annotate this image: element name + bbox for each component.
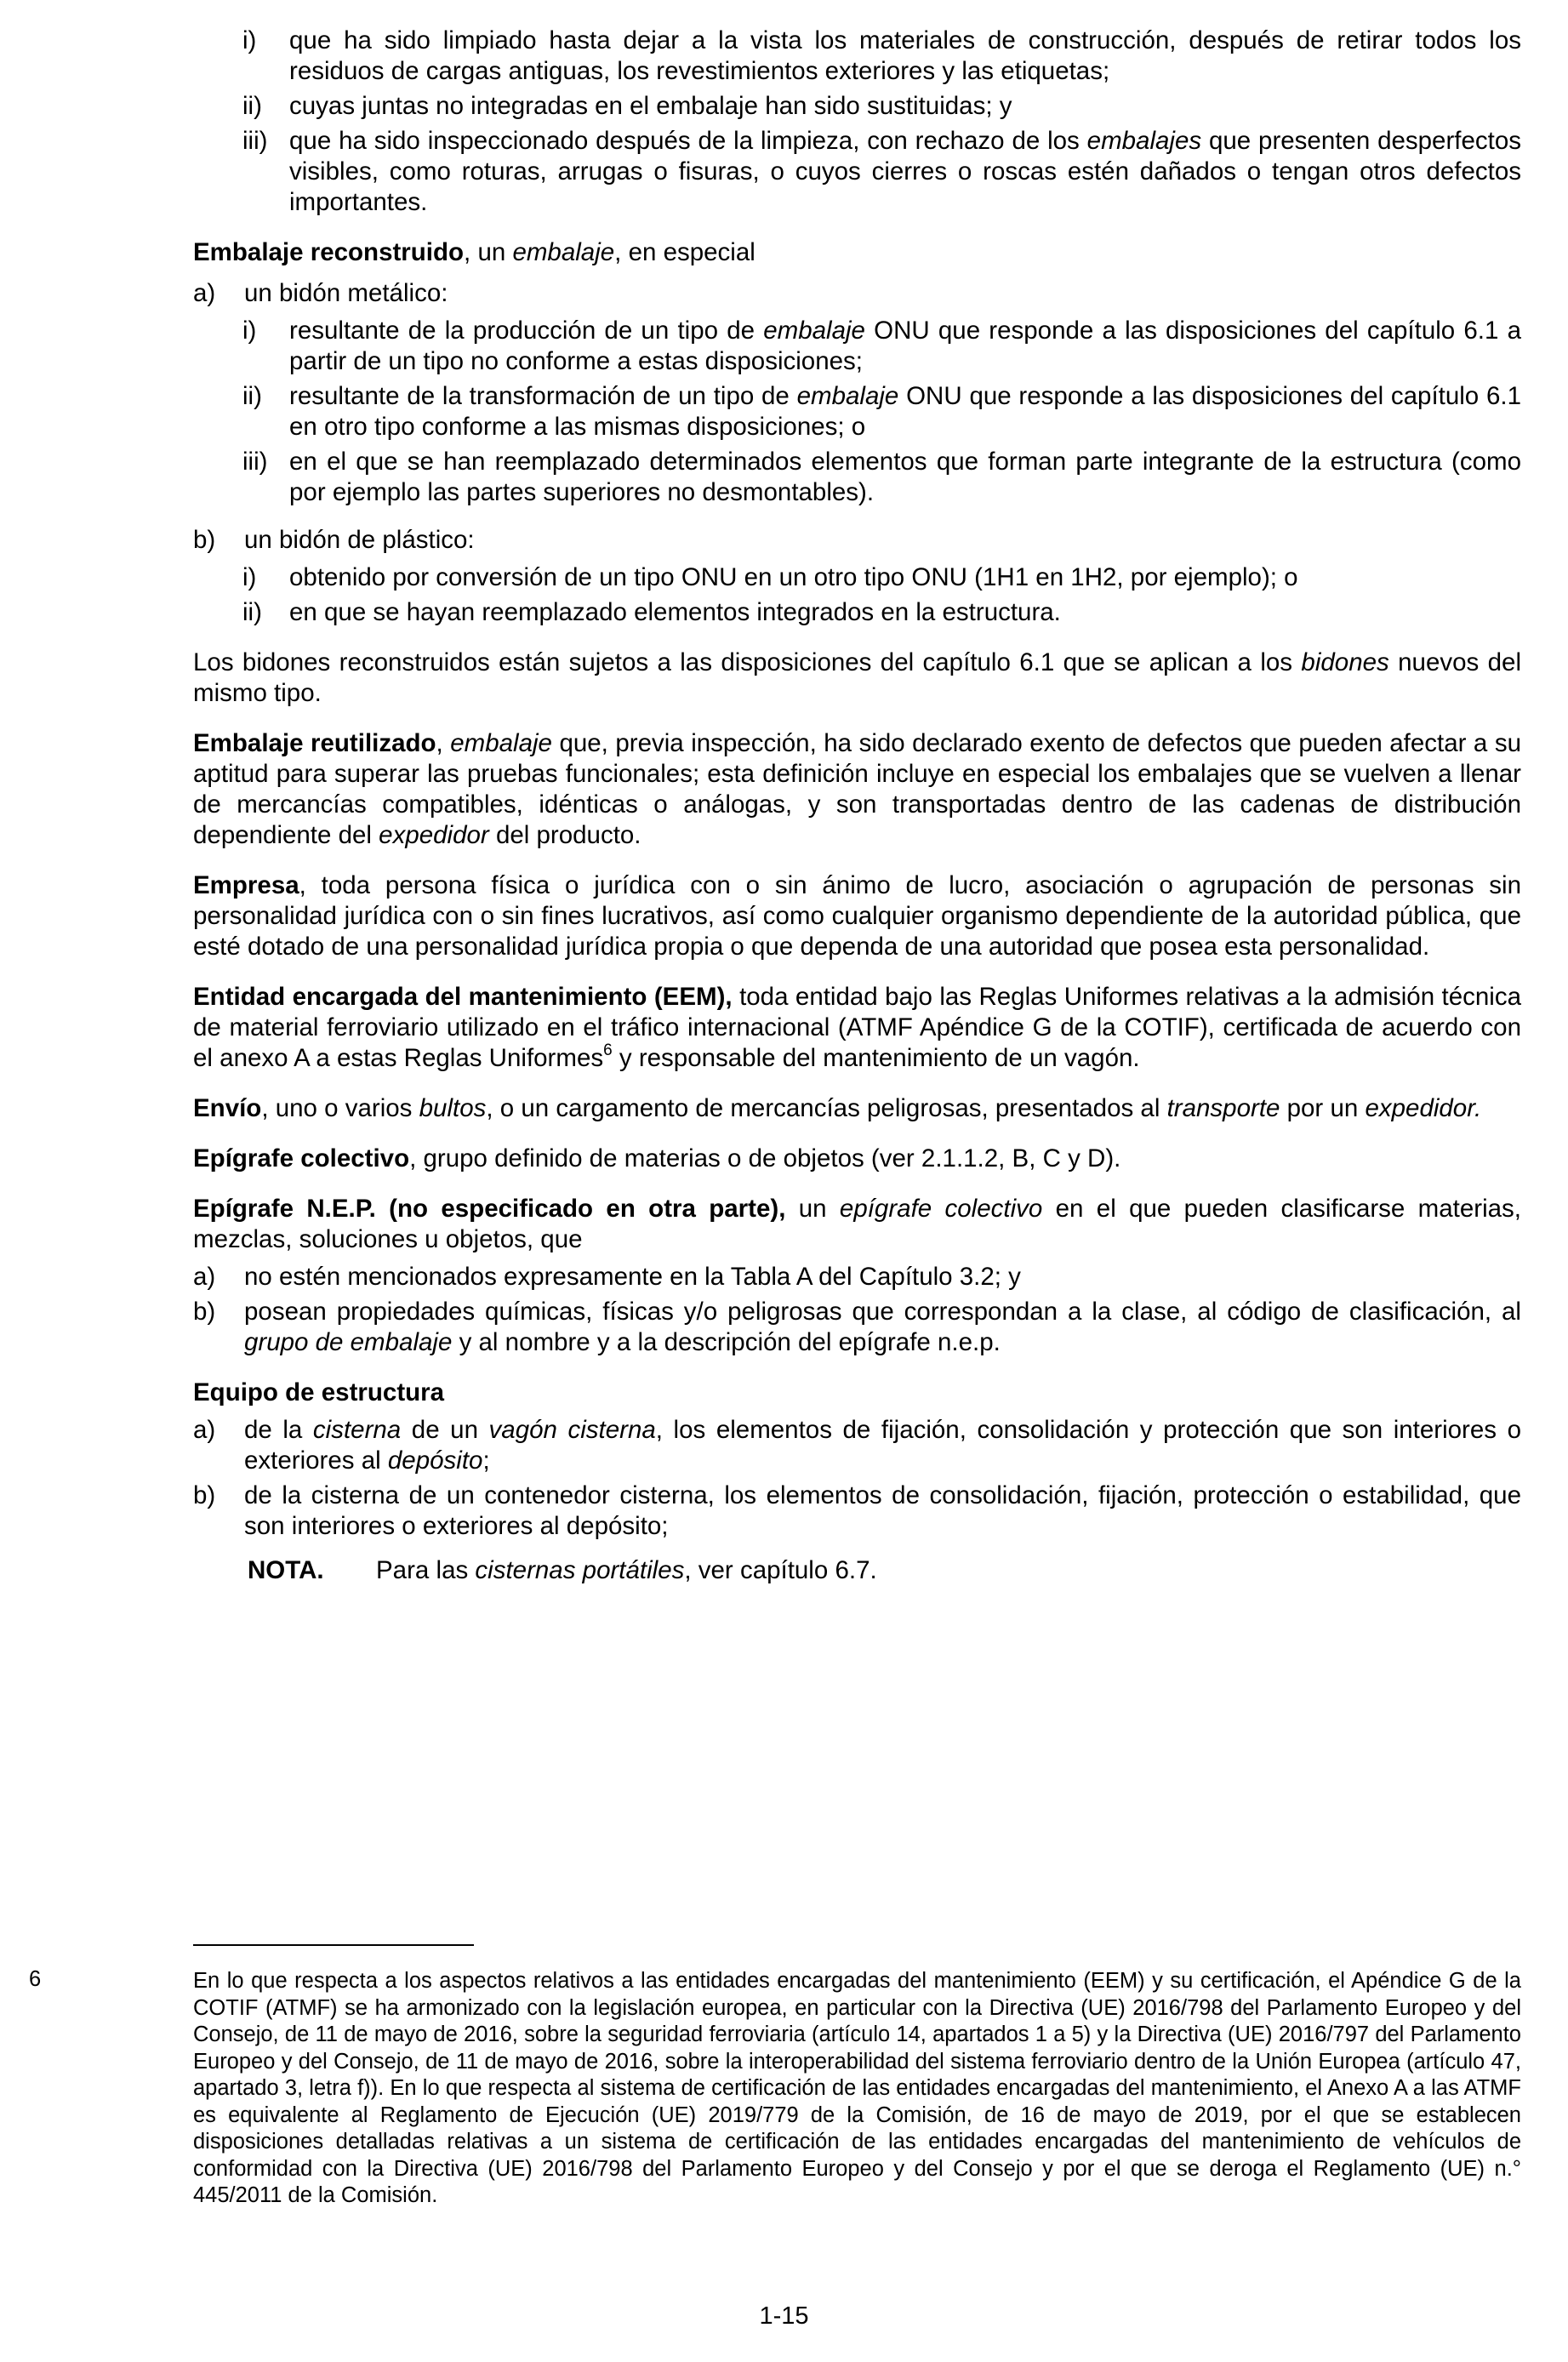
italic-term: embalaje [796,382,899,410]
list-marker: b) [193,1481,216,1509]
list-text: no estén mencionados expresamente en la Tabla A del Capítulo 3.2; y [244,1263,1021,1291]
text-run: que ha sido inspeccionado después de la limpieza, con rechazo de los [289,127,1087,155]
italic-term: depósito [387,1446,483,1475]
list-item [193,91,1521,122]
document-body [193,26,1521,1589]
list-marker: a) [193,279,216,307]
text-run: , [436,729,451,757]
list-item [193,562,1521,593]
text-run: ONU que responde a las disposiciones del capítulo 6.1 en otro tipo conforme a las mismas disposiciones; o [289,382,1521,441]
italic-term: grupo de embalaje [244,1328,453,1356]
defined-term: Embalaje reconstruido [193,238,465,266]
list-marker: ii) [242,382,262,410]
text-run: , los elementos de fijación, consolidación y protección que son interiores o exteriores al [244,1416,1522,1475]
definition-empresa [193,870,1521,962]
list-item [193,1262,1521,1292]
list-marker: b) [193,526,216,554]
list-item [193,278,1521,309]
list-item [193,26,1521,87]
list-text: un bidón metálico: [244,279,448,307]
italic-term: embalaje [512,238,615,266]
defined-term: Embalaje reutilizado [193,729,436,757]
italic-term: embalajes [1086,127,1202,155]
text-run: en el que pueden clasificarse materias, mezclas, soluciones u objetos, que [193,1195,1521,1253]
text-run: resultante de la producción de un tipo de [289,317,764,345]
italic-term: expedidor [379,821,489,849]
definition-equipo-de-estructura [193,1378,1521,1589]
italic-term: embalaje [763,317,865,345]
list-text [244,1416,1521,1475]
list-item [193,381,1521,442]
italic-term: bidones [1301,648,1389,676]
list-text [289,127,1521,216]
list-marker: b) [193,1298,216,1326]
list-text: cuyas juntas no integradas en el embalaje han sido sustituidas; y [289,92,1012,120]
list-item [193,316,1521,377]
text-run: , un [464,238,513,266]
text-run: ; [482,1446,490,1475]
text-run: Para las [376,1556,476,1584]
italic-term: embalaje [450,729,552,757]
text-run: toda entidad bajo las Reglas Uniformes relativas a la admisión técnica de material ferroviario utilizado en el tráfico internacional (ATMF Apéndice G de la COTIF), certificada de acuerdo con el anexo A a estas Reglas Uniformes [193,983,1522,1072]
defined-term: Equipo de estructura [193,1378,445,1406]
text-run: que, previa inspección, ha sido declarado exento de defectos que pueden afectar a su aptitud para superar las pruebas funcionales; esta definición incluye en especial los embalajes que se vuelven a llenar de mercancías compatibles, idénticas o análogas, y son transportadas dentro de las cadenas de distribución dependiente del [193,729,1521,849]
text-run: , o un cargamento de mercancías peligrosas, presentados al [486,1094,1167,1122]
list-item [193,1481,1521,1542]
italic-term: epígrafe colectivo [839,1195,1043,1223]
italic-term: vagón cisterna [488,1416,656,1444]
defined-term: Envío [193,1094,262,1122]
list-item [193,1297,1521,1358]
list-text: un bidón de plástico: [244,526,475,554]
note [193,1555,1521,1589]
defined-term: Entidad encargada del mantenimiento (EEM), [193,983,733,1011]
text-run: posean propiedades químicas, físicas y/o peligrosas que correspondan a la clase, al código de clasificación, al [244,1298,1521,1326]
list-marker: ii) [242,598,262,626]
text-run: un [785,1195,840,1223]
list-item [193,1415,1521,1476]
text-run: por un [1280,1094,1366,1122]
definition-paragraph [193,648,1521,709]
defined-term: Epígrafe N.E.P. (no especificado en otra parte), [193,1195,786,1223]
list-text: en el que se han reemplazado determinados elementos que forman parte integrante de la estructura (como por ejemplo las partes superiores no desmontables). [289,448,1521,506]
italic-term: transporte [1166,1094,1280,1122]
definition-intro [193,237,1521,268]
note-text [376,1555,877,1586]
footnote-text: En lo que respecta a los aspectos relativos a las entidades encargadas del mantenimiento (EEM) y su certificación, el Apéndice G de la COTIF (ATMF) se ha armonizado con la legislación europea, en particular con la Directiva (UE) 2016/798 del Parlamento Europeo y del Consejo, de 11 de mayo de 2016, sobre la seguridad ferroviaria (artículo 14, apartados 1 a 5) y la Directiva (UE) 2016/797 del Parlamento Europeo y del Consejo, de 11 de mayo de 2016, sobre la interoperabilidad del sistema ferroviario dentro de la Unión Europea (artículo 47, apartado 3, letra f)). En lo que respecta al sistema de certificación de las entidades encargadas del mantenimiento, el Anexo A a las ATMF es equivalente al Reglamento de Ejecución (UE) 2019/779 de la Comisión, de 16 de mayo de 2019, por el que se establecen disposiciones detalladas relativas a un sistema de certificación de las entidades encargadas del mantenimiento de vehículos de conformidad con la Directiva (UE) 2016/798 del Parlamento Europeo y del Consejo y por el que se deroga el Reglamento (UE) n.° 445/2011 de la Comisión. [193,1969,1521,2207]
defined-term: Epígrafe colectivo [193,1144,410,1172]
page-number: 1-15 [759,2302,809,2330]
text-run: y al nombre y a la descripción del epígrafe n.e.p. [452,1328,1001,1356]
text-run: , toda persona física o jurídica con o sin ánimo de lucro, asociación o agrupación de personas sin personalidad jurídica con o sin fines lucrativos, así como cualquier organismo dependiente de la autoridad pública, que esté dotado de una personalidad jurídica propia o que dependa de una autoridad que posea esta personalidad. [193,871,1521,961]
text-run: de un [401,1416,489,1444]
text-run: , grupo definido de materias o de objetos (ver 2.1.1.2, B, C y D). [409,1144,1121,1172]
list-text [289,382,1521,441]
note-label: NOTA. [248,1556,324,1584]
italic-term: cisternas portátiles [475,1556,685,1584]
list-item [193,525,1521,556]
text-run: Los bidones reconstruidos están sujetos a las disposiciones del capítulo 6.1 que se aplican a los [193,648,1302,676]
list-marker: a) [193,1263,216,1291]
text-run: resultante de la transformación de un tipo de [289,382,797,410]
list-text: en que se hayan reemplazado elementos integrados en la estructura. [289,598,1061,626]
definition-eem [193,982,1521,1074]
list-marker: iii) [242,448,268,476]
list-marker: a) [193,1416,216,1444]
list-text: de la cisterna de un contenedor cisterna, los elementos de consolidación, fijación, protección o estabilidad, que son interiores o exteriores al depósito; [244,1481,1521,1540]
list-item [193,126,1521,218]
text-run: y responsable del mantenimiento de un vagón. [612,1044,1140,1072]
footnote-separator [193,1944,474,1946]
list-item [193,447,1521,508]
list-marker: i) [242,317,257,345]
list-marker: i) [242,26,257,54]
list-text: que ha sido limpiado hasta dejar a la vista los materiales de construcción, después de retirar todos los residuos de cargas antiguas, los revestimientos exteriores y las etiquetas; [289,26,1521,85]
text-run: , ver capítulo 6.7. [684,1556,877,1584]
italic-term: cisterna [312,1416,402,1444]
footnote-number: 6 [29,1967,42,1991]
italic-term: bultos [419,1094,487,1122]
definition-intro [193,1378,1521,1408]
text-run: nuevos del mismo tipo. [193,648,1521,707]
text-run: , uno o varios [261,1094,419,1122]
text-run: del producto. [488,821,641,849]
list-text [289,317,1521,375]
list-marker: iii) [242,127,268,155]
text-run: , en especial [614,238,755,266]
italic-term: expedidor. [1365,1094,1482,1122]
footnote [29,1967,1521,2210]
text-run: que presenten desperfectos visibles, como roturas, arrugas o fisuras, o cuyos cierres o roscas estén dañados o tengan otros defectos importantes. [289,127,1521,216]
definition-epigrafe-colectivo [193,1144,1521,1174]
definition-intro [193,1194,1521,1255]
footnote-reference[interactable]: 6 [603,1041,613,1060]
list-marker: ii) [242,92,262,120]
list-text: obtenido por conversión de un tipo ONU en un otro tipo ONU (1H1 en 1H2, por ejemplo); o [289,563,1298,591]
definition-envio [193,1093,1521,1124]
definition-embalaje-reutilizado [193,728,1521,851]
list-marker: i) [242,563,257,591]
definition-epigrafe-nep [193,1194,1521,1358]
list-text [244,1298,1521,1356]
list-item [193,597,1521,628]
definition-embalaje-reconstruido [193,237,1521,709]
text-run: ONU que responde a las disposiciones del capítulo 6.1 a partir de un tipo no conforme a estas disposiciones; [289,317,1521,375]
defined-term: Empresa [193,871,299,899]
text-run: de la [244,1416,313,1444]
top-list [193,26,1521,218]
